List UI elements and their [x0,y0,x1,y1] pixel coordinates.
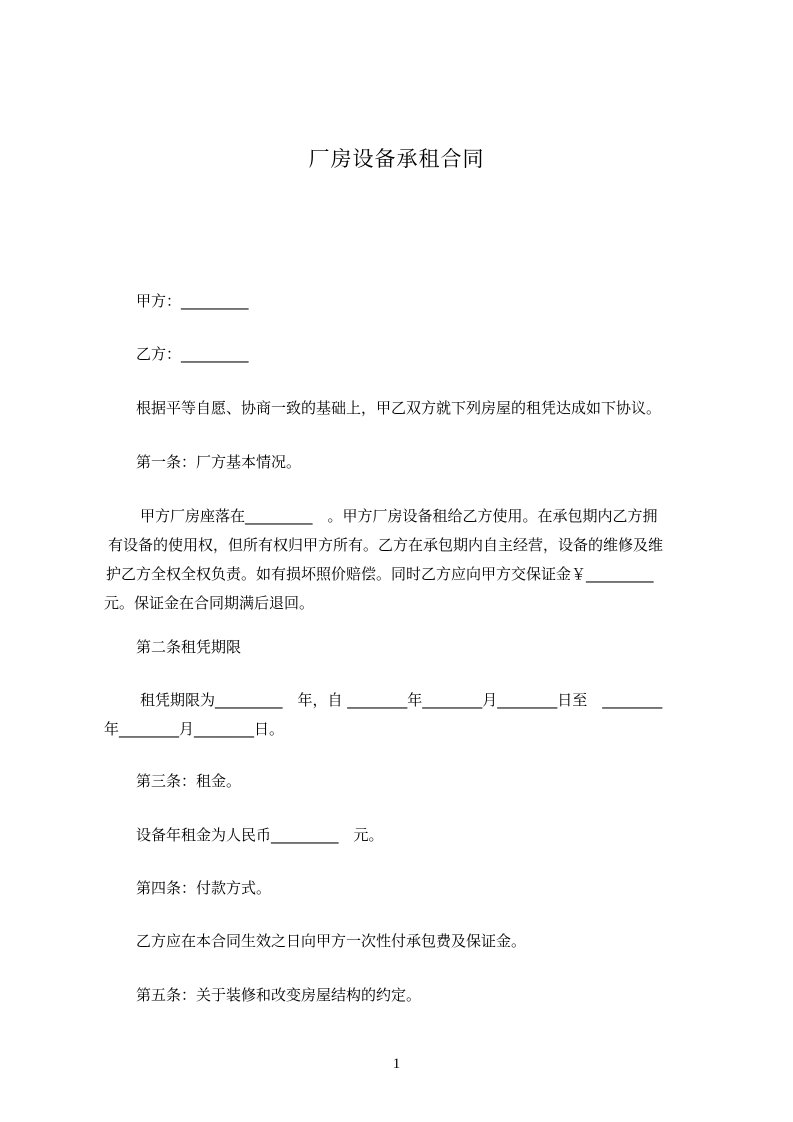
article-5-heading: 第五条：关于装修和改变房屋结构的约定。 [136,986,422,1004]
article-2-line-2: 年________月________日。 [104,720,285,738]
document-title: 厂房设备承租合同 [308,147,485,171]
article-2-heading: 第二条租凭期限 [136,638,242,656]
article-1-heading: 第一条：厂方基本情况。 [136,453,302,471]
article-3-heading: 第三条：租金。 [136,772,242,790]
article-4-body: 乙方应在本合同生效之日向甲方一次性付承包费及保证金。 [136,932,527,950]
party-b-line: 乙方：_________ [136,345,249,363]
article-2-line-1: 租凭期限为_________ 年，自 ________年________月________日至 ________ [140,691,663,709]
article-1-body [104,502,663,618]
article-1-line-4: 元。保证金在合同期满后退回。 [104,594,315,612]
party-a-line: 甲方：_________ [136,292,249,310]
preamble-paragraph: 根据平等自愿、协商一致的基础上，甲乙双方就下列房屋的租凭达成如下协议。 [136,399,662,417]
article-4-heading: 第四条：付款方式。 [136,879,272,897]
article-2-body [104,686,662,744]
article-1-line-1: 甲方厂房座落在_________ 。甲方厂房设备租给乙方使用。在承包期内乙方拥 [140,507,658,525]
article-1-line-2: 有设备的使用权，但所有权归甲方所有。乙方在承包期内自主经营，设备的维修及维 [108,536,664,554]
article-3-body: 设备年租金为人民币_________ 元。 [136,826,384,844]
article-1-line-3: 护乙方全权全权负责。如有损坏照价赔偿。同时乙方应向甲方交保证金￥_________ [106,565,654,583]
page-number: 1 [392,1056,401,1072]
